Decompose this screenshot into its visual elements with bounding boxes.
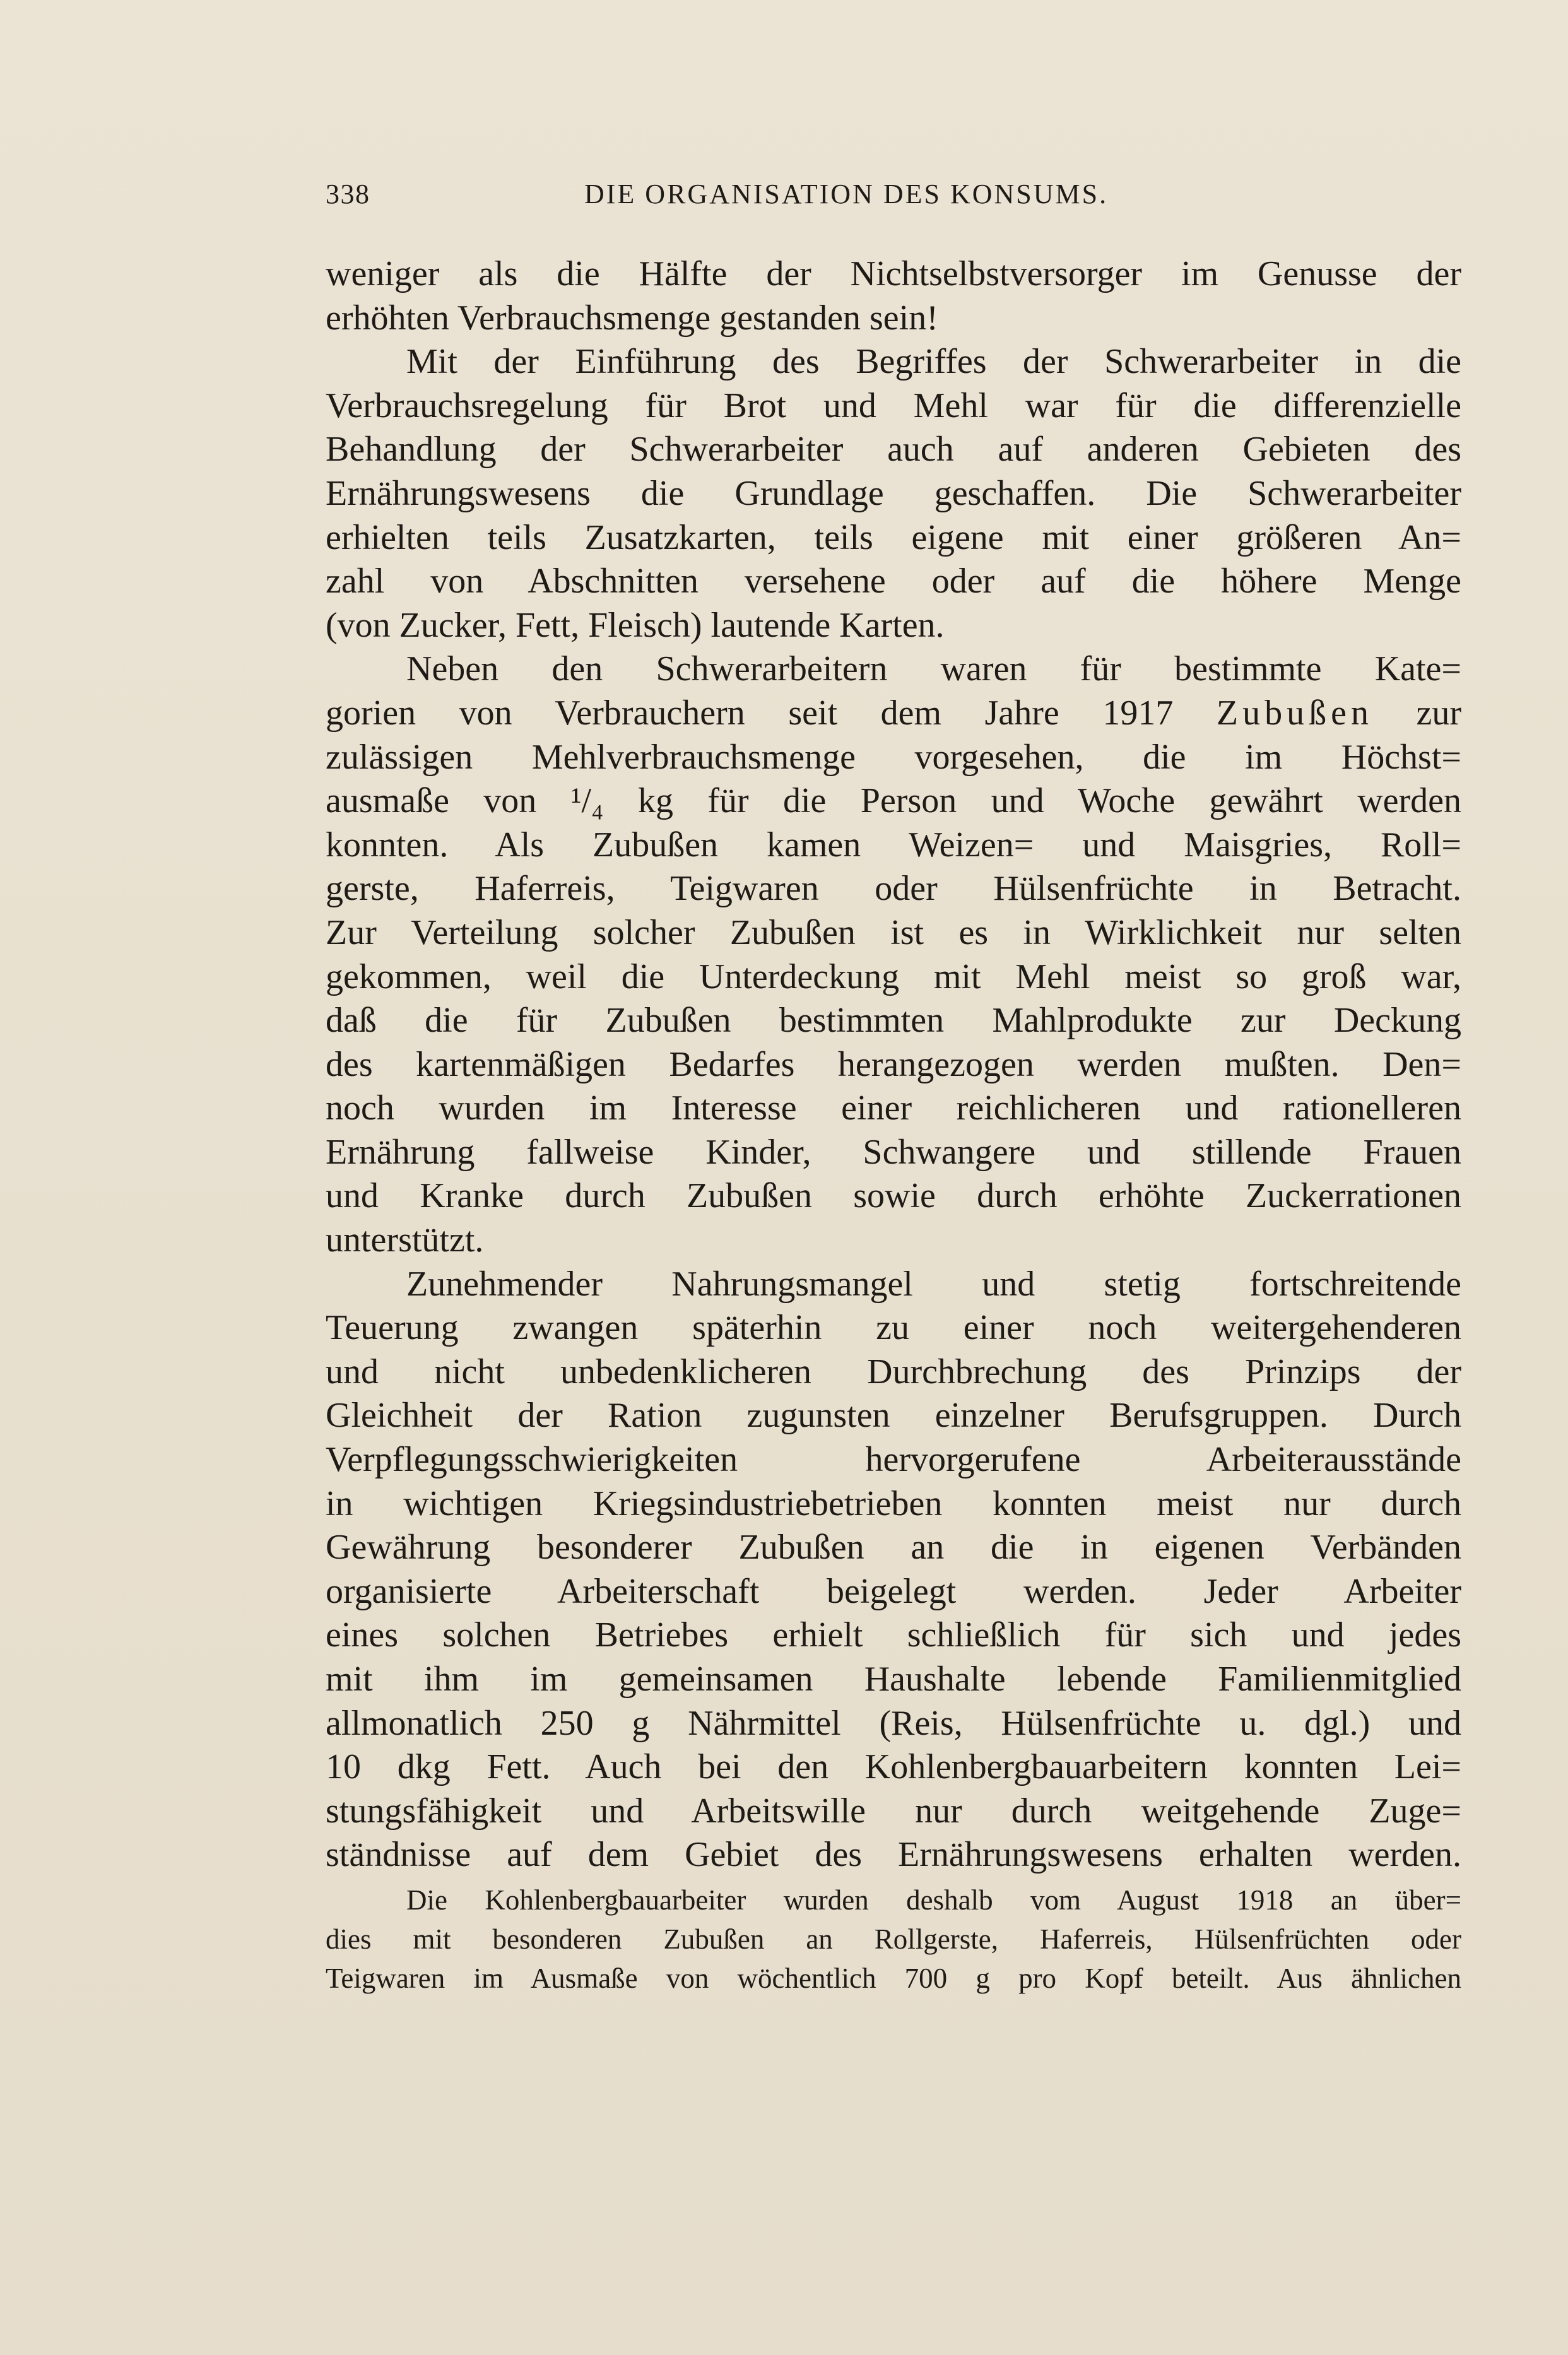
text-line: in wichtigen Kriegsindustriebetrieben konnten meist nur durch [326,1484,1461,1523]
text-line: Ernährung fallweise Kinder, Schwangere und stillende Frauen [326,1132,1461,1172]
text-line: zulässigen Mehlverbrauchsmenge vorgesehen, die im Höchst= [326,737,1461,777]
text-line: Teuerung zwangen späterhin zu einer noch weitergehenderen [326,1308,1461,1348]
text-line: weniger als die Hälfte der Nichtselbstversorger im Genusse der [326,254,1461,293]
text-line: Gleichheit der Ration zugunsten einzelner Berufsgruppen. Durch [326,1396,1461,1436]
text-line: Behandlung der Schwerarbeiter auch auf anderen Gebieten des [326,430,1461,469]
text-line [326,779,1461,823]
footnote-line: Teigwaren im Ausmaße von wöchentlich 700 g pro Kopf beteilt. Aus ähnlichen [326,1962,1461,1994]
text-line: Zur Verteilung solcher Zubußen ist es in Wirklichkeit nur selten [326,912,1461,952]
text-line [326,692,1461,736]
text-line: erhöhten Verbrauchsmenge gestanden sein! [326,298,938,338]
page-header [326,178,1461,216]
text-line: Ernährungswesens die Grundlage geschaffen. Die Schwerarbeiter [326,473,1461,513]
text-line: erhielten teils Zusatzkarten, teils eigene mit einer größeren An= [326,517,1461,557]
text-line: Mit der Einführung des Begriffes der Schwerarbeiter in die [406,342,1461,382]
text-line: 10 dkg Fett. Auch bei den Kohlenbergbauarbeitern konnten Lei= [326,1747,1461,1787]
text-line: Verpflegungsschwierigkeiten hervorgerufene Arbeiterausstände [326,1440,1461,1480]
text-line: Zunehmender Nahrungsmangel und stetig fortschreitende [406,1264,1461,1304]
text-line: des kartenmäßigen Bedarfes herangezogen werden mußten. Den= [326,1044,1461,1084]
text-line: allmonatlich 250 g Nährmittel (Reis, Hülsenfrüchte u. dgl.) und [326,1703,1461,1743]
text-line: noch wurden im Interesse einer reichlicheren und rationelleren [326,1089,1461,1128]
footnote [326,1880,1461,1998]
text-line: gekommen, weil die Unterdeckung mit Mehl meist so groß war, [326,957,1461,996]
emphasized-term: Zubußen [1216,693,1373,733]
text-line: eines solchen Betriebes erhielt schließlich für sich und jedes [326,1615,1461,1655]
text-line: Neben den Schwerarbeitern waren für bestimmte Kate= [406,649,1461,689]
text-line: und nicht unbedenklicheren Durchbrechung des Prinzips der [326,1352,1461,1391]
text-line: unterstützt. [326,1220,484,1260]
text-line: und Kranke durch Zubußen sowie durch erhöhte Zuckerrationen [326,1176,1461,1216]
main-text [326,252,1461,1877]
text-line: konnten. Als Zubußen kamen Weizen= und Maisgries, Roll= [326,825,1461,865]
text-line: stungsfähigkeit und Arbeitswille nur durch weitgehende Zuge= [326,1791,1461,1831]
text-line: Verbrauchsregelung für Brot und Mehl war für die differenzielle [326,386,1461,425]
footnote-line: Die Kohlenbergbauarbeiter wurden deshalb vom August 1918 an über= [406,1884,1461,1916]
text-fragment: gorien von Verbrauchern seit dem Jahre 1917 [326,693,1217,733]
text-line: (von Zucker, Fett, Fleisch) lautende Karten. [326,605,945,645]
text-fragment: zur [1372,693,1461,733]
footnote-line: dies mit besonderen Zubußen an Rollgerste, Haferreis, Hülsenfrüchten oder [326,1923,1461,1955]
text-line: mit ihm im gemeinsamen Haushalte lebende Familienmitglied [326,1660,1461,1699]
text-fragment: ausmaße von [326,781,571,821]
text-line: gerste, Haferreis, Teigwaren oder Hülsenfrüchte in Betracht. [326,869,1461,909]
text-line: ständnisse auf dem Gebiet des Ernährungswesens erhalten werden. [326,1835,1461,1875]
text-line: organisierte Arbeiterschaft beigelegt werden. Jeder Arbeiter [326,1571,1461,1611]
fraction: ¹/₄ [570,781,604,821]
text-line: zahl von Abschnitten versehene oder auf die höhere Menge [326,562,1461,601]
page-number: 338 [326,179,370,210]
text-line: Gewährung besonderer Zubußen an die in eigenen Verbänden [326,1528,1461,1567]
running-title: DIE ORGANISATION DES KONSUMS. [584,179,1109,210]
text-fragment: kg für die Person und Woche gewährt werden [603,781,1461,821]
text-line: daß die für Zubußen bestimmten Mahlprodukte zur Deckung [326,1001,1461,1041]
